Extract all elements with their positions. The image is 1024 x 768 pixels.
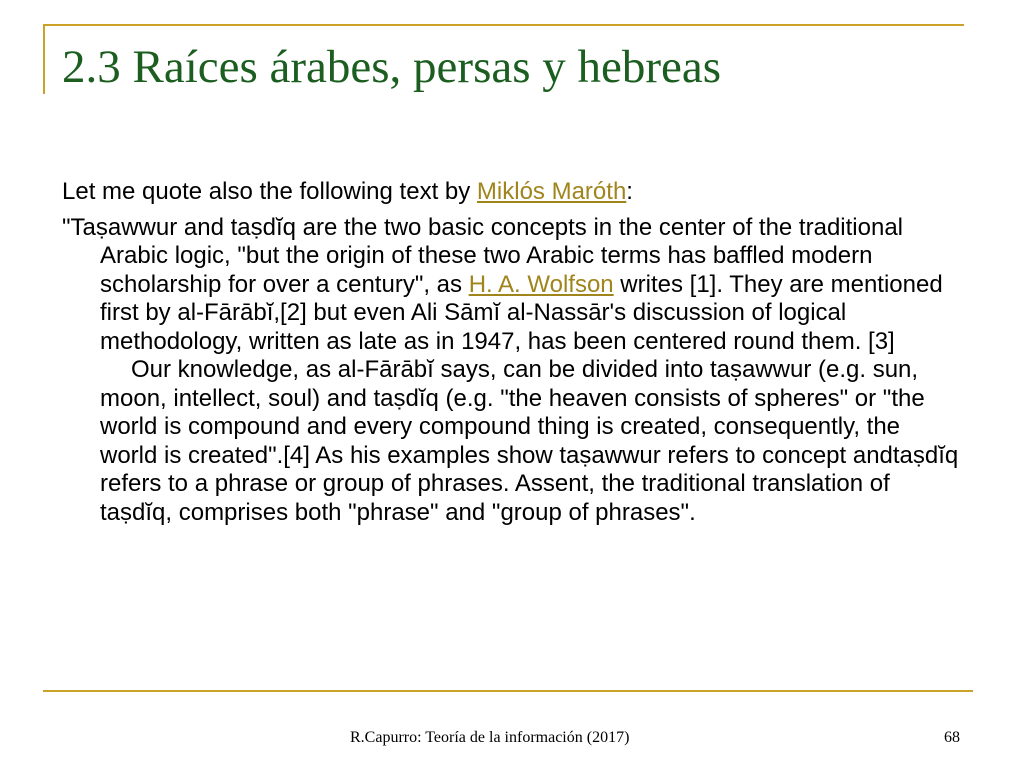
intro-paragraph — [62, 178, 962, 207]
link-h-a-wolfson[interactable]: H. A. Wolfson — [468, 270, 614, 298]
link-miklos-maroth[interactable]: Miklós Maróth — [476, 178, 627, 205]
quote-text-3: Our knowledge, as al-Fārābĭ says, can be divided into taṣawwur (e.g. sun, moon, intellect, soul) and taṣdĭq (e.g. "the heaven consists of spheres" or "the world is compound and every compound thing is created, consequently, the world is created".[4] As his examples show taṣawwur refers to concept andtaṣdĭq refers to a phrase or group of phrases. Assent, the traditional translation of taṣdĭq, comprises both "phrase" and "group of phrases". — [100, 356, 959, 526]
left-border-line — [43, 24, 45, 94]
top-border-line — [43, 24, 964, 26]
quote-text-2: writes [1]. They are mentioned first by al-Fārābĭ,[2] but even Ali Sāmĭ al-Nassār's discussion of logical methodology, written as late as in 1947, has been centered round them. [3] — [100, 270, 943, 355]
quote-text-1: "Taṣawwur and taṣdĭq are the two basic concepts in the center of the traditional Arabic logic, "but the origin of these two Arabic terms has baffled modern scholarship for over a century", as — [62, 213, 903, 298]
footer-text: R.Capurro: Teoría de la información (2017) — [350, 729, 630, 746]
quote-paragraph — [62, 214, 962, 528]
slide-body — [62, 178, 962, 527]
intro-end: : — [626, 178, 633, 205]
slide-title: 2.3 Raíces árabes, persas y hebreas — [62, 41, 722, 93]
intro-text: Let me quote also the following text by — [62, 178, 477, 205]
bottom-border-line — [43, 690, 973, 692]
page-number: 68 — [944, 729, 960, 746]
